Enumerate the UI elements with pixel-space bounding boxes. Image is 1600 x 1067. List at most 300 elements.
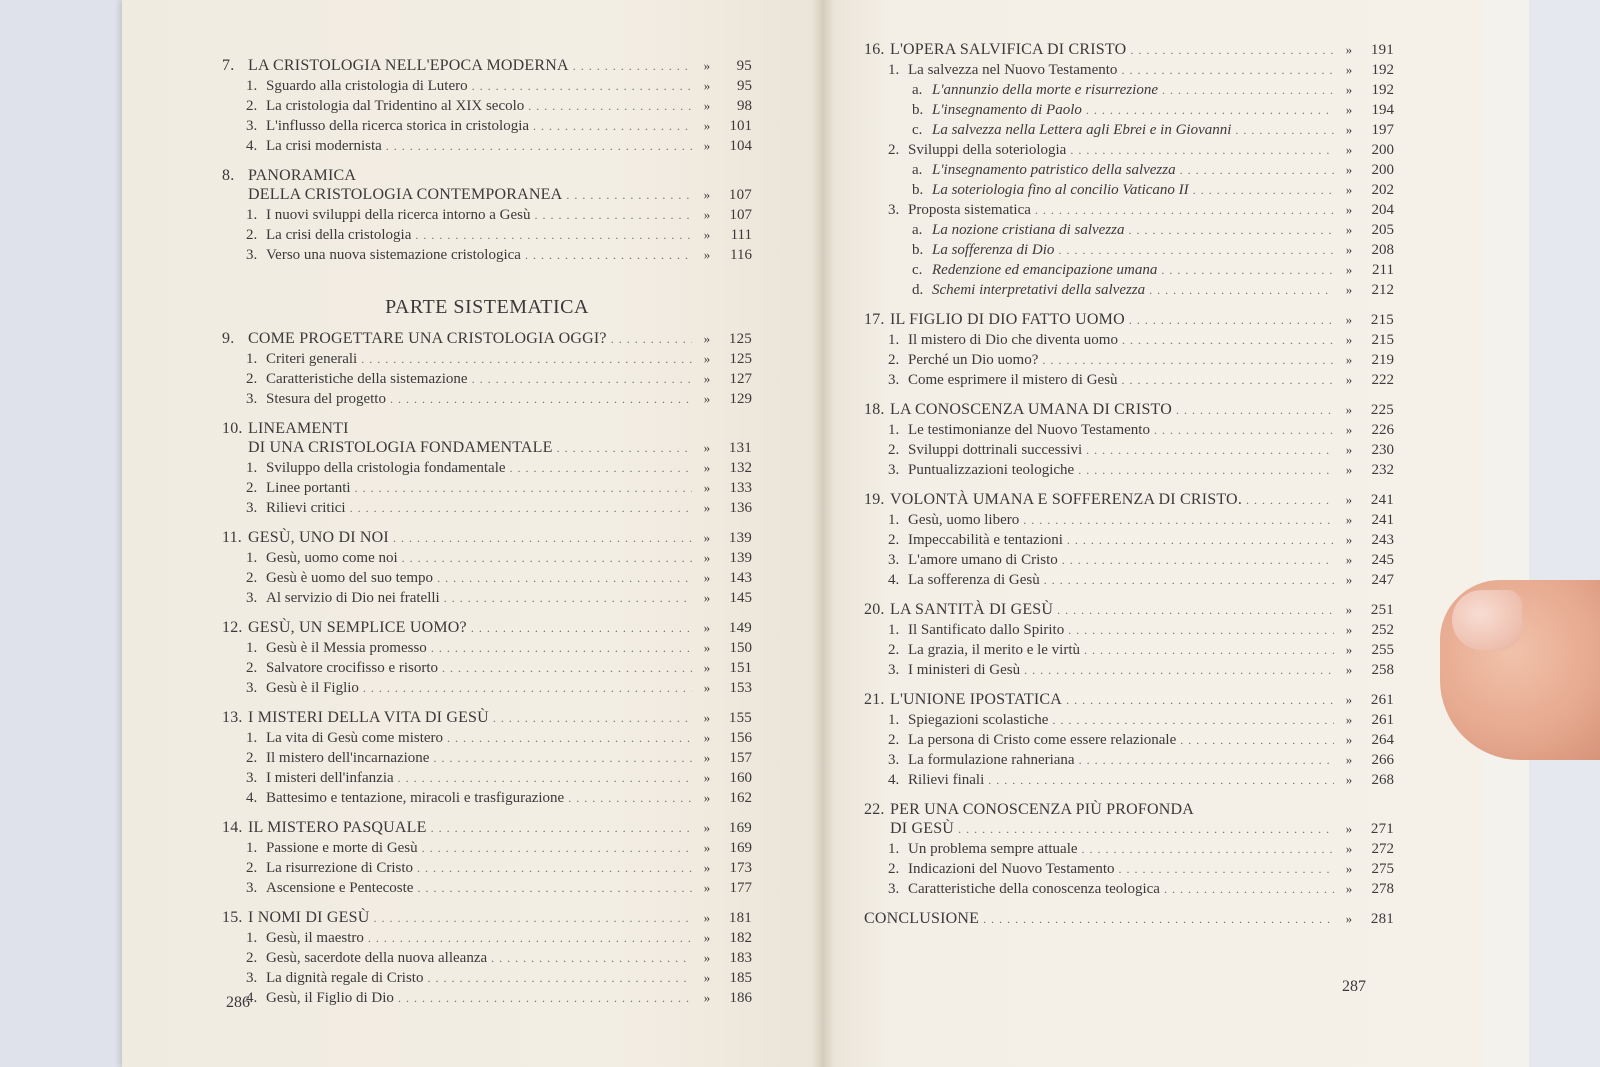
entry-title: Perché un Dio uomo? — [908, 352, 1039, 368]
entry-page-number: 181 — [728, 910, 752, 926]
entry-page-number: 169 — [728, 820, 752, 836]
spacer — [864, 480, 1394, 490]
dot-leader — [1121, 61, 1334, 80]
guillemet-mark: » — [1345, 492, 1353, 507]
entry-number: 12. — [222, 619, 243, 636]
section-entry — [222, 638, 752, 658]
dot-leader — [1129, 311, 1334, 330]
section-entry — [222, 928, 752, 948]
entry-number: 3. — [246, 391, 258, 407]
dot-leader — [573, 57, 692, 76]
section-entry — [222, 245, 752, 265]
subsection-entry — [864, 260, 1394, 280]
guillemet-mark: » — [703, 710, 711, 725]
guillemet-mark: » — [703, 750, 711, 765]
guillemet-mark: » — [1345, 532, 1353, 547]
entry-title: I ministeri di Gesù — [908, 662, 1021, 678]
entry-page-number: 153 — [729, 680, 752, 696]
dot-leader — [1023, 511, 1334, 530]
entry-number: 2. — [246, 570, 258, 586]
entry-number: 1. — [888, 512, 900, 528]
section-entry — [222, 116, 752, 136]
entry-title: GESÙ, UN SEMPLICE UOMO? — [248, 619, 467, 636]
entry-title: Redenzione ed emancipazione umana — [932, 262, 1158, 278]
dot-leader — [568, 789, 692, 808]
entry-number: 1. — [246, 930, 258, 946]
guillemet-mark: » — [703, 620, 711, 635]
entry-number: 1. — [246, 640, 258, 656]
entry-title: CONCLUSIONE — [864, 910, 980, 927]
entry-title: LA CONOSCENZA UMANA DI CRISTO — [890, 401, 1172, 418]
entry-title: PANORAMICA — [248, 167, 357, 184]
chapter-heading-continued — [864, 819, 1394, 839]
entry-title: IL MISTERO PASQUALE — [248, 819, 427, 836]
dot-leader — [1058, 241, 1334, 260]
entry-page-number: 136 — [729, 500, 752, 516]
dot-leader — [393, 529, 692, 548]
guillemet-mark: » — [703, 207, 711, 222]
entry-number: 20. — [864, 601, 885, 618]
dot-leader — [417, 879, 692, 898]
chapter-heading — [222, 329, 752, 349]
toc-chapter — [864, 490, 1394, 590]
entry-number: 7. — [222, 57, 235, 74]
guillemet-mark: » — [703, 860, 711, 875]
entry-number: 1. — [888, 622, 900, 638]
entry-title: Gesù, il Figlio di Dio — [266, 990, 394, 1006]
entry-number: 16. — [864, 41, 885, 58]
entry-title: I MISTERI DELLA VITA DI GESÙ — [248, 709, 489, 726]
background-right — [1520, 0, 1600, 1067]
toc-chapter — [222, 419, 752, 518]
entry-page-number: 185 — [729, 970, 752, 986]
entry-title: Indicazioni del Nuovo Testamento — [908, 861, 1115, 877]
entry-number: 3. — [888, 881, 900, 897]
dot-leader — [355, 479, 692, 498]
entry-page-number: 215 — [1371, 332, 1394, 348]
entry-page-number: 194 — [1371, 102, 1394, 118]
chapter-heading — [864, 600, 1394, 620]
entry-page-number: 252 — [1371, 622, 1394, 638]
toc-chapter — [222, 528, 752, 608]
entry-page-number: 225 — [1370, 402, 1394, 418]
entry-title: GESÙ, UNO DI NOI — [248, 529, 389, 546]
dot-leader — [472, 77, 692, 96]
section-entry — [222, 748, 752, 768]
entry-page-number: 143 — [729, 570, 752, 586]
guillemet-mark: » — [703, 550, 711, 565]
section-entry — [222, 76, 752, 96]
entry-title: La salvezza nel Nuovo Testamento — [908, 62, 1118, 78]
dot-leader — [1067, 531, 1334, 550]
section-entry — [864, 420, 1394, 440]
entry-title: Gesù è uomo del suo tempo — [266, 570, 434, 586]
page-number-right: 287 — [1342, 978, 1366, 995]
guillemet-mark: » — [703, 371, 711, 386]
dot-leader — [1084, 641, 1334, 660]
entry-page-number: 200 — [1371, 142, 1394, 158]
dot-leader — [361, 350, 692, 369]
entry-title: Sviluppi della soteriologia — [908, 142, 1067, 158]
dot-leader — [398, 989, 692, 1008]
dot-leader — [1130, 41, 1334, 60]
guillemet-mark: » — [1345, 122, 1353, 137]
section-entry — [222, 349, 752, 369]
entry-page-number: 125 — [729, 351, 752, 367]
background-left — [0, 0, 130, 1067]
entry-page-number: 245 — [1371, 552, 1394, 568]
section-entry — [864, 550, 1394, 570]
entry-number: 14. — [222, 819, 243, 836]
entry-page-number: 156 — [729, 730, 752, 746]
guillemet-mark: » — [1345, 442, 1353, 457]
dot-leader — [415, 226, 692, 245]
entry-title: L'OPERA SALVIFICA DI CRISTO — [890, 41, 1127, 58]
toc-chapter — [222, 818, 752, 898]
right-page-toc — [864, 40, 1394, 929]
guillemet-mark: » — [703, 480, 711, 495]
entry-number: d. — [912, 282, 924, 298]
entry-page-number: 212 — [1371, 282, 1394, 298]
page-number-left: 286 — [226, 994, 250, 1011]
section-entry — [864, 730, 1394, 750]
dot-leader — [447, 729, 692, 748]
section-entry — [864, 140, 1394, 160]
section-entry — [222, 858, 752, 878]
entry-number: 3. — [888, 662, 900, 678]
toc-chapter — [222, 166, 752, 265]
guillemet-mark: » — [1345, 62, 1353, 77]
dot-leader — [431, 639, 692, 658]
dot-leader — [493, 709, 692, 728]
entry-page-number: 145 — [729, 590, 752, 606]
section-entry — [222, 768, 752, 788]
entry-title: Caratteristiche della conoscenza teologica — [908, 881, 1160, 897]
entry-title: Il Santificato dallo Spirito — [908, 622, 1065, 638]
entry-number: 2. — [246, 371, 258, 387]
guillemet-mark: » — [1345, 821, 1353, 836]
dot-leader — [557, 439, 692, 458]
chapter-heading-continued — [222, 438, 752, 458]
dot-leader — [958, 820, 1334, 839]
subsection-entry — [864, 120, 1394, 140]
section-entry — [864, 510, 1394, 530]
entry-number: 3. — [888, 202, 900, 218]
guillemet-mark: » — [1345, 282, 1353, 297]
entry-page-number: 241 — [1371, 512, 1394, 528]
guillemet-mark: » — [703, 640, 711, 655]
section-entry — [222, 548, 752, 568]
entry-title: Ascensione e Pentecoste — [266, 880, 414, 896]
book-gutter — [812, 0, 834, 1067]
dot-leader — [1066, 691, 1334, 710]
dot-leader — [471, 619, 692, 638]
dot-leader — [525, 246, 692, 265]
entry-title: L'influsso della ricerca storica in cristologia — [266, 118, 530, 134]
spacer — [222, 1008, 752, 1018]
spacer — [222, 698, 752, 708]
dot-leader — [437, 569, 692, 588]
entry-title: Sviluppo della cristologia fondamentale — [266, 460, 506, 476]
dot-leader — [1149, 281, 1334, 300]
subsection-entry — [864, 80, 1394, 100]
dot-leader — [1057, 601, 1334, 620]
dot-leader — [1052, 711, 1334, 730]
dot-leader — [1078, 461, 1334, 480]
entry-number: 4. — [888, 772, 900, 788]
entry-title: Le testimonianze del Nuovo Testamento — [908, 422, 1150, 438]
dot-leader — [1044, 571, 1334, 590]
entry-page-number: 107 — [728, 187, 752, 203]
entry-title: La risurrezione di Cristo — [266, 860, 414, 876]
dot-leader — [368, 929, 692, 948]
entry-number: 4. — [246, 990, 258, 1006]
entry-number: 15. — [222, 909, 243, 926]
entry-title: Il mistero dell'incarnazione — [266, 750, 430, 766]
entry-number: 4. — [888, 572, 900, 588]
guillemet-mark: » — [703, 680, 711, 695]
entry-page-number: 129 — [729, 391, 752, 407]
section-entry — [222, 588, 752, 608]
entry-number: 3. — [888, 462, 900, 478]
entry-page-number: 192 — [1371, 62, 1394, 78]
guillemet-mark: » — [703, 331, 711, 346]
chapter-heading — [222, 908, 752, 928]
entry-page-number: 261 — [1371, 712, 1394, 728]
guillemet-mark: » — [1345, 162, 1353, 177]
section-entry — [864, 570, 1394, 590]
chapter-heading — [222, 419, 752, 438]
dot-leader — [988, 771, 1334, 790]
section-entry — [222, 96, 752, 116]
entry-page-number: 261 — [1370, 692, 1394, 708]
section-entry — [222, 389, 752, 409]
entry-page-number: 95 — [736, 58, 752, 74]
guillemet-mark: » — [703, 138, 711, 153]
entry-number: 3. — [246, 247, 258, 263]
section-entry — [222, 658, 752, 678]
entry-title: L'UNIONE IPOSTATICA — [890, 691, 1063, 708]
entry-page-number: 243 — [1371, 532, 1394, 548]
entry-page-number: 204 — [1371, 202, 1394, 218]
dot-leader — [1154, 421, 1334, 440]
guillemet-mark: » — [703, 58, 711, 73]
chapter-heading — [222, 166, 752, 185]
entry-title: Criteri generali — [266, 351, 358, 367]
toc-chapter — [864, 800, 1394, 899]
dot-leader — [363, 679, 692, 698]
guillemet-mark: » — [1345, 462, 1353, 477]
entry-page-number: 272 — [1371, 841, 1394, 857]
entry-number: a. — [912, 82, 923, 98]
entry-title: La vita di Gesù come mistero — [266, 730, 444, 746]
guillemet-mark: » — [1345, 82, 1353, 97]
entry-page-number: 208 — [1371, 242, 1394, 258]
guillemet-mark: » — [703, 880, 711, 895]
guillemet-mark: » — [1345, 622, 1353, 637]
entry-number: 17. — [864, 311, 885, 328]
guillemet-mark: » — [1345, 772, 1353, 787]
entry-page-number: 281 — [1370, 911, 1394, 927]
toc-chapter — [864, 600, 1394, 680]
entry-title: Gesù è il Messia promesso — [266, 640, 427, 656]
section-entry — [222, 458, 752, 478]
entry-title: I NOMI DI GESÙ — [248, 909, 370, 926]
entry-number: 1. — [246, 460, 258, 476]
entry-number: 2. — [246, 860, 258, 876]
entry-number: 9. — [222, 330, 235, 347]
thumbnail-image — [1452, 590, 1522, 650]
dot-leader — [350, 499, 692, 518]
dot-leader — [983, 910, 1334, 929]
entry-number: 2. — [246, 750, 258, 766]
guillemet-mark: » — [703, 440, 711, 455]
guillemet-mark: » — [1345, 752, 1353, 767]
dot-leader — [1024, 661, 1334, 680]
entry-number: 1. — [888, 62, 900, 78]
entry-number: 2. — [888, 732, 900, 748]
entry-title: Puntualizzazioni teologiche — [908, 462, 1075, 478]
entry-title: LA CRISTOLOGIA NELL'EPOCA MODERNA — [248, 57, 569, 74]
subsection-entry — [864, 180, 1394, 200]
dot-leader — [1180, 731, 1334, 750]
spacer — [222, 608, 752, 618]
entry-page-number: 139 — [729, 550, 752, 566]
entry-page-number: 258 — [1371, 662, 1394, 678]
guillemet-mark: » — [703, 391, 711, 406]
dot-leader — [1042, 351, 1334, 370]
dot-leader — [1082, 840, 1334, 859]
entry-title: L'annunzio della morte e risurrezione — [932, 82, 1158, 98]
entry-number: 3. — [246, 770, 258, 786]
section-entry — [222, 369, 752, 389]
chapter-heading — [864, 800, 1394, 819]
dot-leader — [510, 459, 692, 478]
guillemet-mark: » — [703, 910, 711, 925]
guillemet-mark: » — [703, 247, 711, 262]
entry-title: Passione e morte di Gesù — [266, 840, 418, 856]
entry-number: 22. — [864, 801, 885, 818]
guillemet-mark: » — [1345, 262, 1353, 277]
section-entry — [864, 620, 1394, 640]
guillemet-mark: » — [703, 98, 711, 113]
entry-title: Gesù è il Figlio — [266, 680, 359, 696]
entry-page-number: 177 — [729, 880, 752, 896]
chapter-heading — [222, 528, 752, 548]
entry-page-number: 241 — [1370, 492, 1394, 508]
guillemet-mark: » — [703, 930, 711, 945]
entry-page-number: 255 — [1371, 642, 1394, 658]
subsection-entry — [864, 100, 1394, 120]
part-title: PARTE SISTEMATICA — [385, 296, 589, 318]
entry-title: PER UNA CONOSCENZA PIÙ PROFONDA — [890, 801, 1195, 818]
entry-title: Sviluppi dottrinali successivi — [908, 442, 1083, 458]
entry-number: 2. — [888, 642, 900, 658]
dot-leader — [427, 969, 692, 988]
dot-leader — [1119, 860, 1334, 879]
dot-leader — [1122, 371, 1334, 390]
chapter-heading — [222, 708, 752, 728]
dot-leader — [1062, 551, 1334, 570]
entry-title: Proposta sistematica — [908, 202, 1031, 218]
section-entry — [222, 948, 752, 968]
entry-title: L'insegnamento di Paolo — [932, 102, 1082, 118]
entry-page-number: 111 — [730, 227, 752, 243]
entry-page-number: 104 — [729, 138, 752, 154]
entry-title: Spiegazioni scolastiche — [908, 712, 1049, 728]
entry-title: Rilievi critici — [266, 500, 346, 516]
entry-title-continued: DI UNA CRISTOLOGIA FONDAMENTALE — [248, 439, 553, 456]
entry-page-number: 151 — [729, 660, 752, 676]
entry-number: 3. — [888, 752, 900, 768]
entry-title-continued: DI GESÙ — [890, 820, 955, 837]
entry-title-continued: DELLA CRISTOLOGIA CONTEMPORANEA — [248, 186, 563, 203]
guillemet-mark: » — [703, 118, 711, 133]
section-entry — [864, 330, 1394, 350]
dot-leader — [1068, 621, 1334, 640]
section-entry — [864, 859, 1394, 879]
entry-page-number: 98 — [737, 98, 752, 114]
dot-leader — [390, 390, 692, 409]
dot-leader — [1164, 880, 1334, 899]
guillemet-mark: » — [1345, 42, 1353, 57]
entry-number: 1. — [888, 712, 900, 728]
entry-title: I misteri dell'infanzia — [266, 770, 394, 786]
spacer — [222, 409, 752, 419]
entry-page-number: 266 — [1371, 752, 1394, 768]
entry-page-number: 271 — [1370, 821, 1394, 837]
entry-number: 3. — [246, 680, 258, 696]
guillemet-mark: » — [1345, 352, 1353, 367]
entry-title: La crisi della cristologia — [266, 227, 412, 243]
dot-leader — [1246, 491, 1334, 510]
dot-leader — [1079, 751, 1334, 770]
entry-title: L'insegnamento patristico della salvezza — [932, 162, 1176, 178]
entry-number: b. — [912, 182, 924, 198]
entry-page-number: 183 — [729, 950, 752, 966]
entry-title: I nuovi sviluppi della ricerca intorno a Gesù — [266, 207, 531, 223]
guillemet-mark: » — [703, 660, 711, 675]
dot-leader — [1070, 141, 1334, 160]
entry-title: La persona di Cristo come essere relazionale — [908, 732, 1177, 748]
dot-leader — [1086, 441, 1334, 460]
entry-number: 3. — [246, 500, 258, 516]
toc-chapter — [222, 618, 752, 698]
entry-number: 21. — [864, 691, 885, 708]
entry-title: COME PROGETTARE UNA CRISTOLOGIA OGGI? — [248, 330, 607, 347]
spacer — [864, 390, 1394, 400]
entry-page-number: 139 — [728, 530, 752, 546]
entry-page-number: 226 — [1371, 422, 1394, 438]
entry-number: b. — [912, 102, 924, 118]
section-entry — [222, 988, 752, 1008]
entry-title: Gesù, sacerdote della nuova alleanza — [266, 950, 488, 966]
guillemet-mark: » — [1345, 662, 1353, 677]
dot-leader — [386, 137, 692, 156]
guillemet-mark: » — [1345, 312, 1353, 327]
spacer — [864, 790, 1394, 800]
entry-title: La crisi modernista — [266, 138, 382, 154]
chapter-heading-continued — [222, 185, 752, 205]
guillemet-mark: » — [1345, 512, 1353, 527]
guillemet-mark: » — [1345, 861, 1353, 876]
entry-page-number: 230 — [1371, 442, 1394, 458]
back-cover-edge — [1478, 0, 1529, 1067]
dot-leader — [402, 549, 692, 568]
entry-page-number: 157 — [729, 750, 752, 766]
section-entry — [864, 640, 1394, 660]
entry-page-number: 95 — [737, 78, 752, 94]
